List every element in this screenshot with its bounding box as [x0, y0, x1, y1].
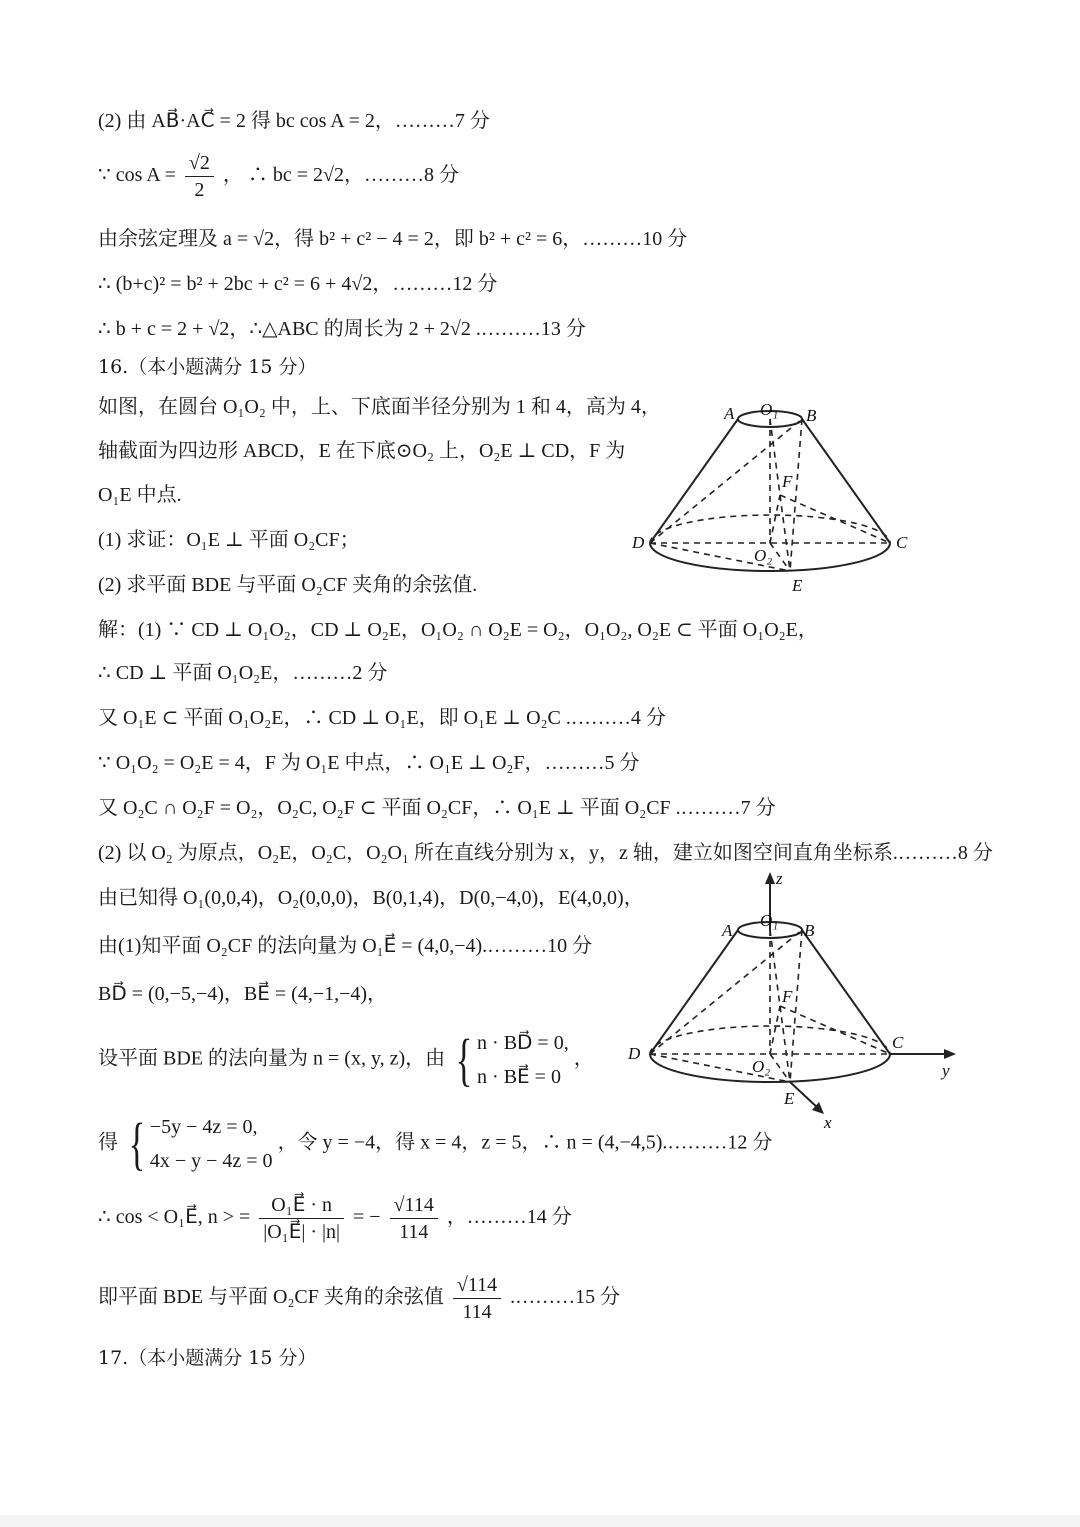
problem-17-heading: 17.（本小题满分 15 分）	[98, 1347, 317, 1369]
conclusion-prefix: 即平面 BDE 与平面 O₂CF 夹角的余弦值	[98, 1286, 444, 1309]
edge-BC	[802, 930, 890, 1054]
label-O2: O₂	[752, 1057, 771, 1076]
text-line-22: ，………14 分	[446, 1206, 572, 1229]
normal-eq-1: n · BD⃗ = 0,	[477, 1032, 569, 1054]
label-C: C	[892, 1033, 904, 1052]
cos-den-2: 114	[399, 1221, 429, 1243]
text-line-3: 由余弦定理及 a = √2，得 b² + c² − 4 = 2，即 b² + c² = 6，………10 分	[98, 228, 688, 250]
text-line-12: 解：(1) ∵ CD ⊥ O₁O₂，CD ⊥ O₂E，O₁O₂ ∩ O₂E = O₂，O₁O₂, O₂E ⊂ 平面 O₁O₂E，	[98, 619, 818, 641]
cosA-fraction	[185, 150, 214, 203]
label-D: D	[628, 1044, 641, 1063]
cos-den-1: |O₁E⃗| · |n|	[263, 1221, 341, 1243]
text-line-19: 由(1)知平面 O₂CF 的法向量为 O₁E⃗ = (4,0,−4).………10 分	[98, 935, 593, 957]
cos-mid: = −	[353, 1206, 381, 1229]
conclusion-den: 114	[462, 1301, 492, 1323]
cos-fraction-2	[390, 1192, 438, 1245]
cosA-lhs: ∵ cos A =	[98, 164, 176, 187]
conclusion-fraction	[453, 1272, 501, 1325]
label-O1: O₁	[760, 911, 779, 930]
label-O2: O₂	[754, 546, 773, 565]
label-E: E	[792, 576, 803, 595]
text-line-20: BD⃗ = (0,−5,−4)，BE⃗ = (4,−1,−4)，	[98, 983, 388, 1005]
edge-AD	[650, 930, 738, 1054]
solve-eq-1: −5y − 4z = 0,	[149, 1116, 258, 1138]
segment-O2F	[770, 1006, 780, 1054]
solve-eq-2: 4x − y − 4z = 0	[149, 1150, 273, 1172]
cos-lhs: ∴ cos < O₁E⃗, n > =	[98, 1206, 251, 1229]
label-x: x	[824, 1113, 832, 1132]
problem-16-heading: 16.（本小题满分 15 分）	[98, 356, 317, 378]
normal-eq-2: n · BE⃗ = 0	[477, 1066, 561, 1088]
text-line-23: .………15 分	[510, 1286, 621, 1309]
label-y: y	[942, 1061, 950, 1080]
frustum-figure-2	[620, 870, 965, 1135]
segment-O2F	[770, 495, 780, 543]
text-line-13: ∴ CD ⊥ 平面 O₁O₂E，………2 分	[98, 662, 388, 684]
label-A: A	[724, 404, 735, 423]
cosA-line	[98, 150, 459, 203]
cosA-den: 2	[194, 179, 205, 201]
text-line-10: (1) 求证：O₁E ⊥ 平面 O₂CF；	[98, 529, 360, 551]
text-line-21: ，令 y = −4，得 x = 4，z = 5，∴ n = (4,−4,5).………12 分	[277, 1131, 773, 1154]
label-A: A	[722, 921, 733, 940]
label-F: F	[782, 987, 793, 1006]
brace-icon: {	[128, 1111, 146, 1176]
text-line-9: O₁E 中点.	[98, 484, 182, 506]
text-line-7: 如图，在圆台 O₁O₂ 中，上、下底面半径分别为 1 和 4，高为 4，	[98, 396, 661, 418]
text-line-11: (2) 求平面 BDE 与平面 O₂CF 夹角的余弦值.	[98, 574, 478, 596]
label-z: z	[776, 870, 783, 888]
x-axis	[790, 1082, 820, 1110]
cosA-num: √2	[185, 150, 214, 177]
text-line-16: 又 O₂C ∩ O₂F = O₂，O₂C, O₂F ⊂ 平面 O₂CF，∴ O₁E ⊥ 平面 O₂CF .………7 分	[98, 797, 776, 819]
text-line-5: ∴ b + c = 2 + √2，∴△ABC 的周长为 2 + 2√2 .………13 分	[98, 318, 586, 340]
page-bottom-strip	[0, 1515, 1080, 1527]
set-normal-prefix: 设平面 BDE 的法向量为 n = (x, y, z)，由	[98, 1047, 446, 1070]
solve-system	[150, 1110, 273, 1178]
text-line-18: 由已知得 O₁(0,0,4)，O₂(0,0,0)，B(0,1,4)，D(0,−4,0)，E(4,0,0)，	[98, 887, 644, 909]
frustum-figure-1	[620, 395, 920, 595]
cos-num-2: √114	[390, 1192, 438, 1219]
edge-AD	[650, 419, 738, 543]
label-B: B	[806, 406, 817, 425]
label-E: E	[784, 1089, 795, 1108]
text-line-8: 轴截面为四边形 ABCD，E 在下底⊙O₂ 上，O₂E ⊥ CD，F 为	[98, 440, 626, 462]
label-B: B	[804, 921, 815, 940]
normal-system	[477, 1026, 569, 1094]
conclusion-line	[98, 1272, 620, 1325]
label-F: F	[782, 472, 793, 491]
label-O1: O₁	[760, 400, 779, 419]
cos-num-1: O₁E⃗ · n	[259, 1192, 344, 1219]
text-line-14: 又 O₁E ⊂ 平面 O₁O₂E，∴ CD ⊥ O₁E，即 O₁E ⊥ O₂C .………4 分	[98, 707, 666, 729]
solve-prefix: 得	[98, 1131, 118, 1154]
cos-fraction-1	[259, 1192, 344, 1245]
text-line-17: (2) 以 O₂ 为原点，O₂E，O₂C，O₂O₁ 所在直线分别为 x，y，z 轴，建立如图空间直角坐标系.………8 分	[98, 842, 993, 864]
brace-icon: {	[455, 1027, 473, 1092]
edge-BE	[790, 419, 802, 571]
label-C: C	[896, 533, 908, 552]
text-line-4: ∴ (b+c)² = b² + 2bc + c² = 6 + 4√2，………12 分	[98, 273, 498, 295]
edge-BE	[790, 930, 802, 1082]
edge-BC	[802, 419, 890, 543]
y-arrow-icon	[944, 1049, 956, 1059]
z-arrow-icon	[765, 872, 775, 884]
text-line-1: (2) 由 AB⃗·AC⃗ = 2 得 bc cos A = 2，………7 分	[98, 110, 490, 132]
cosA-tail: ，	[222, 164, 243, 187]
conclusion-num: √114	[453, 1272, 501, 1299]
text-line-2: ∴ bc = 2√2，………8 分	[247, 164, 460, 187]
cos-formula-line	[98, 1192, 572, 1245]
set-normal-tail: ，	[573, 1047, 594, 1070]
label-D: D	[632, 533, 645, 552]
text-line-15: ∵ O₁O₂ = O₂E = 4，F 为 O₁E 中点，∴ O₁E ⊥ O₂F，………5 分	[98, 752, 640, 774]
set-normal-line	[98, 1026, 594, 1094]
